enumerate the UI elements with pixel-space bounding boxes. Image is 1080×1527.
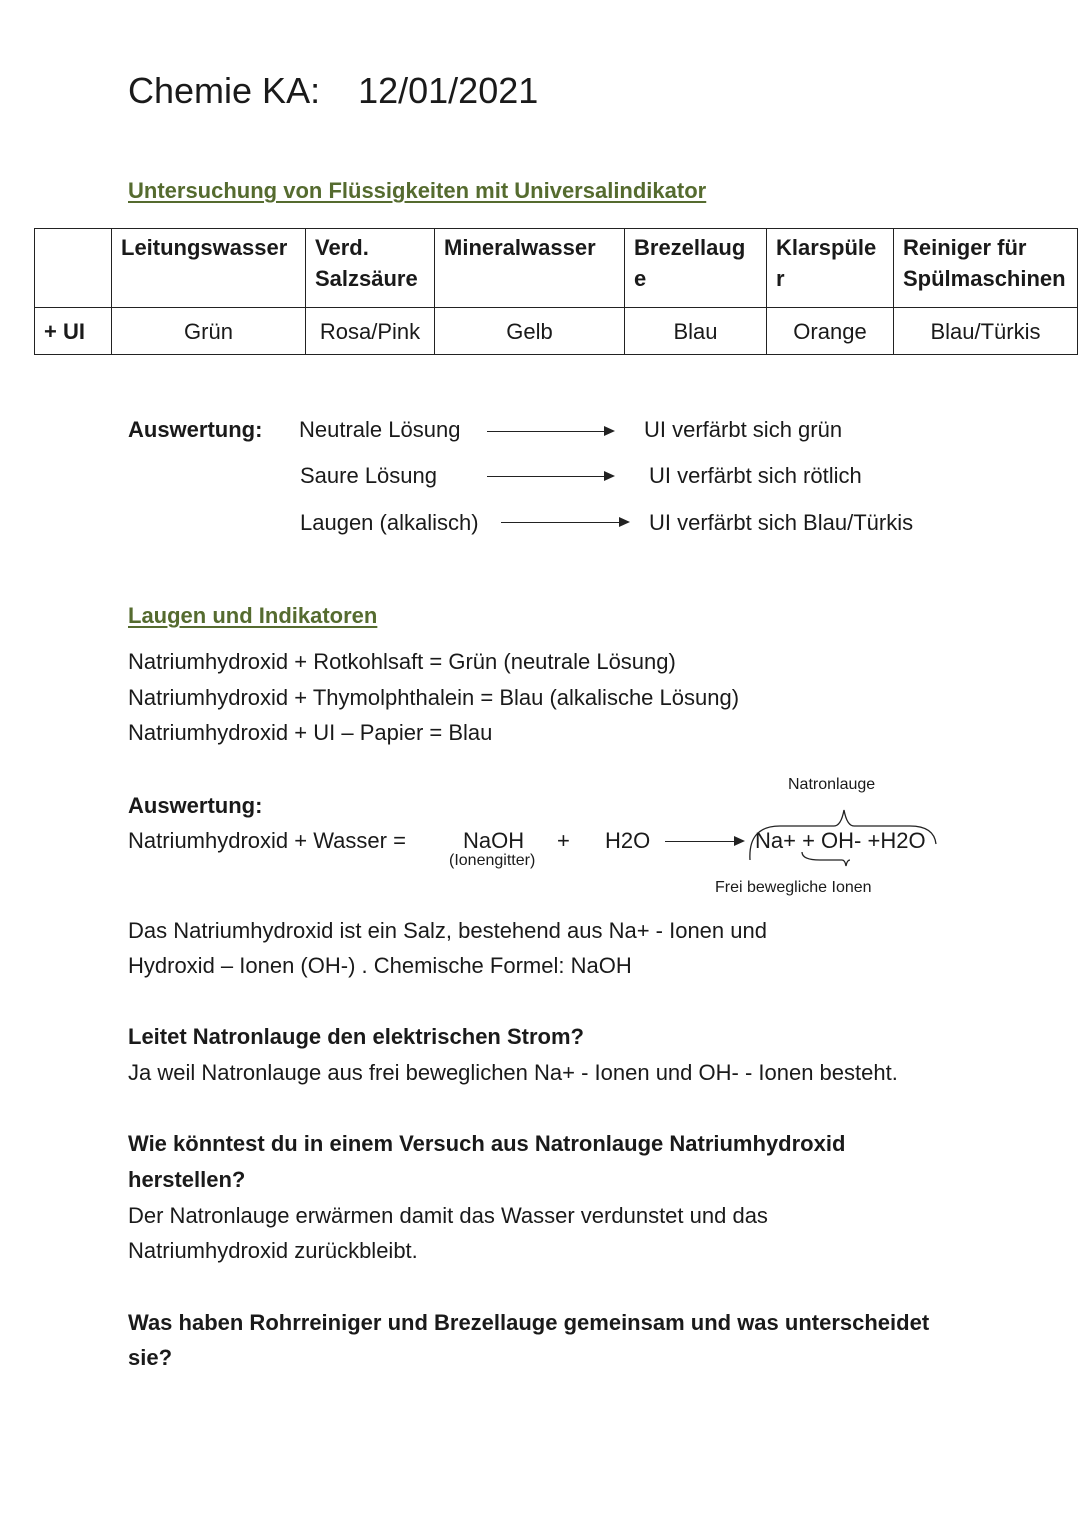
paragraph-line: Hydroxid – Ionen (OH-) . Chemische Formel: NaOH [128,953,632,978]
evaluation-label: Auswertung: [128,417,263,442]
equation-product: Na+ + OH- +H2O [755,828,926,853]
table-cell: Grün [112,308,306,355]
reaction-arrow-icon [665,841,743,842]
table-cell: Rosa/Pink [306,308,435,355]
arrow-icon [501,522,628,523]
question-2-cont: herstellen? [128,1167,246,1192]
paragraph-line: Das Natriumhydroxid ist ein Salz, bestehend aus Na+ - Ionen und [128,918,767,943]
section-heading-laugen: Laugen und Indikatoren [128,603,378,628]
equation-bottom-note: Frei bewegliche Ionen [715,879,872,896]
indicator-table [34,228,1078,355]
table-header-cell: Brezellaug e [625,229,767,308]
answer-2-cont: Natriumhydroxid zurückbleibt. [128,1238,418,1263]
table-header-cell [35,229,112,308]
question-2: Wie könntest du in einem Versuch aus Natronlauge Natriumhydroxid [128,1131,846,1156]
arrow-icon [487,431,613,432]
evaluation-right-base: UI verfärbt sich Blau/Türkis [649,510,914,535]
equation-lhs: Natriumhydroxid + Wasser = [128,828,406,853]
evaluation-left-base: Laugen (alkalisch) [300,510,479,535]
equation-h2o: H2O [605,828,651,853]
evaluation-left-acid: Saure Lösung [300,463,437,488]
equation-naoh-note: (Ionengitter) [449,852,536,869]
table-cell: Gelb [435,308,625,355]
question-1: Leitet Natronlauge den elektrischen Strom? [128,1024,584,1049]
equation-naoh: NaOH [463,828,525,853]
table-cell: Blau/Türkis [894,308,1078,355]
table-cell: Orange [767,308,894,355]
table-cell: Blau [625,308,767,355]
table-row-label: + UI [35,308,112,355]
table-header-cell: Mineralwasser [435,229,625,308]
indicator-line: Natriumhydroxid + UI – Papier = Blau [128,720,493,745]
question-3: Was haben Rohrreiniger und Brezellauge gemeinsam und was unterscheidet [128,1310,930,1335]
table-header-cell: Verd. Salzsäure [306,229,435,308]
evaluation-label-2: Auswertung: [128,793,263,818]
indicator-line: Natriumhydroxid + Thymolphthalein = Blau (alkalische Lösung) [128,685,740,710]
table-header-cell: Leitungswasser [112,229,306,308]
question-3-cont: sie? [128,1345,173,1370]
title-label: Chemie KA: [128,70,321,111]
section-heading-universalindikator: Untersuchung von Flüssigkeiten mit Universalindikator [128,178,707,203]
evaluation-right-neutral: UI verfärbt sich grün [644,417,843,442]
evaluation-left-neutral: Neutrale Lösung [299,417,461,442]
title-date: 12/01/2021 [358,70,539,111]
answer-1: Ja weil Natronlauge aus frei beweglichen Na+ - Ionen und OH- - Ionen besteht. [128,1060,898,1085]
arrow-icon [487,476,613,477]
equation-plus: + [557,828,570,853]
indicator-line: Natriumhydroxid + Rotkohlsaft = Grün (neutrale Lösung) [128,649,676,674]
table-header-row [35,229,1078,308]
evaluation-right-acid: UI verfärbt sich rötlich [649,463,862,488]
table-header-cell: Klarspüle r [767,229,894,308]
equation-top-note: Natronlauge [788,776,876,793]
answer-2: Der Natronlauge erwärmen damit das Wasser verdunstet und das [128,1203,768,1228]
page-title [128,70,538,112]
table-row [35,308,1078,355]
table-header-cell: Reiniger für Spülmaschinen [894,229,1078,308]
